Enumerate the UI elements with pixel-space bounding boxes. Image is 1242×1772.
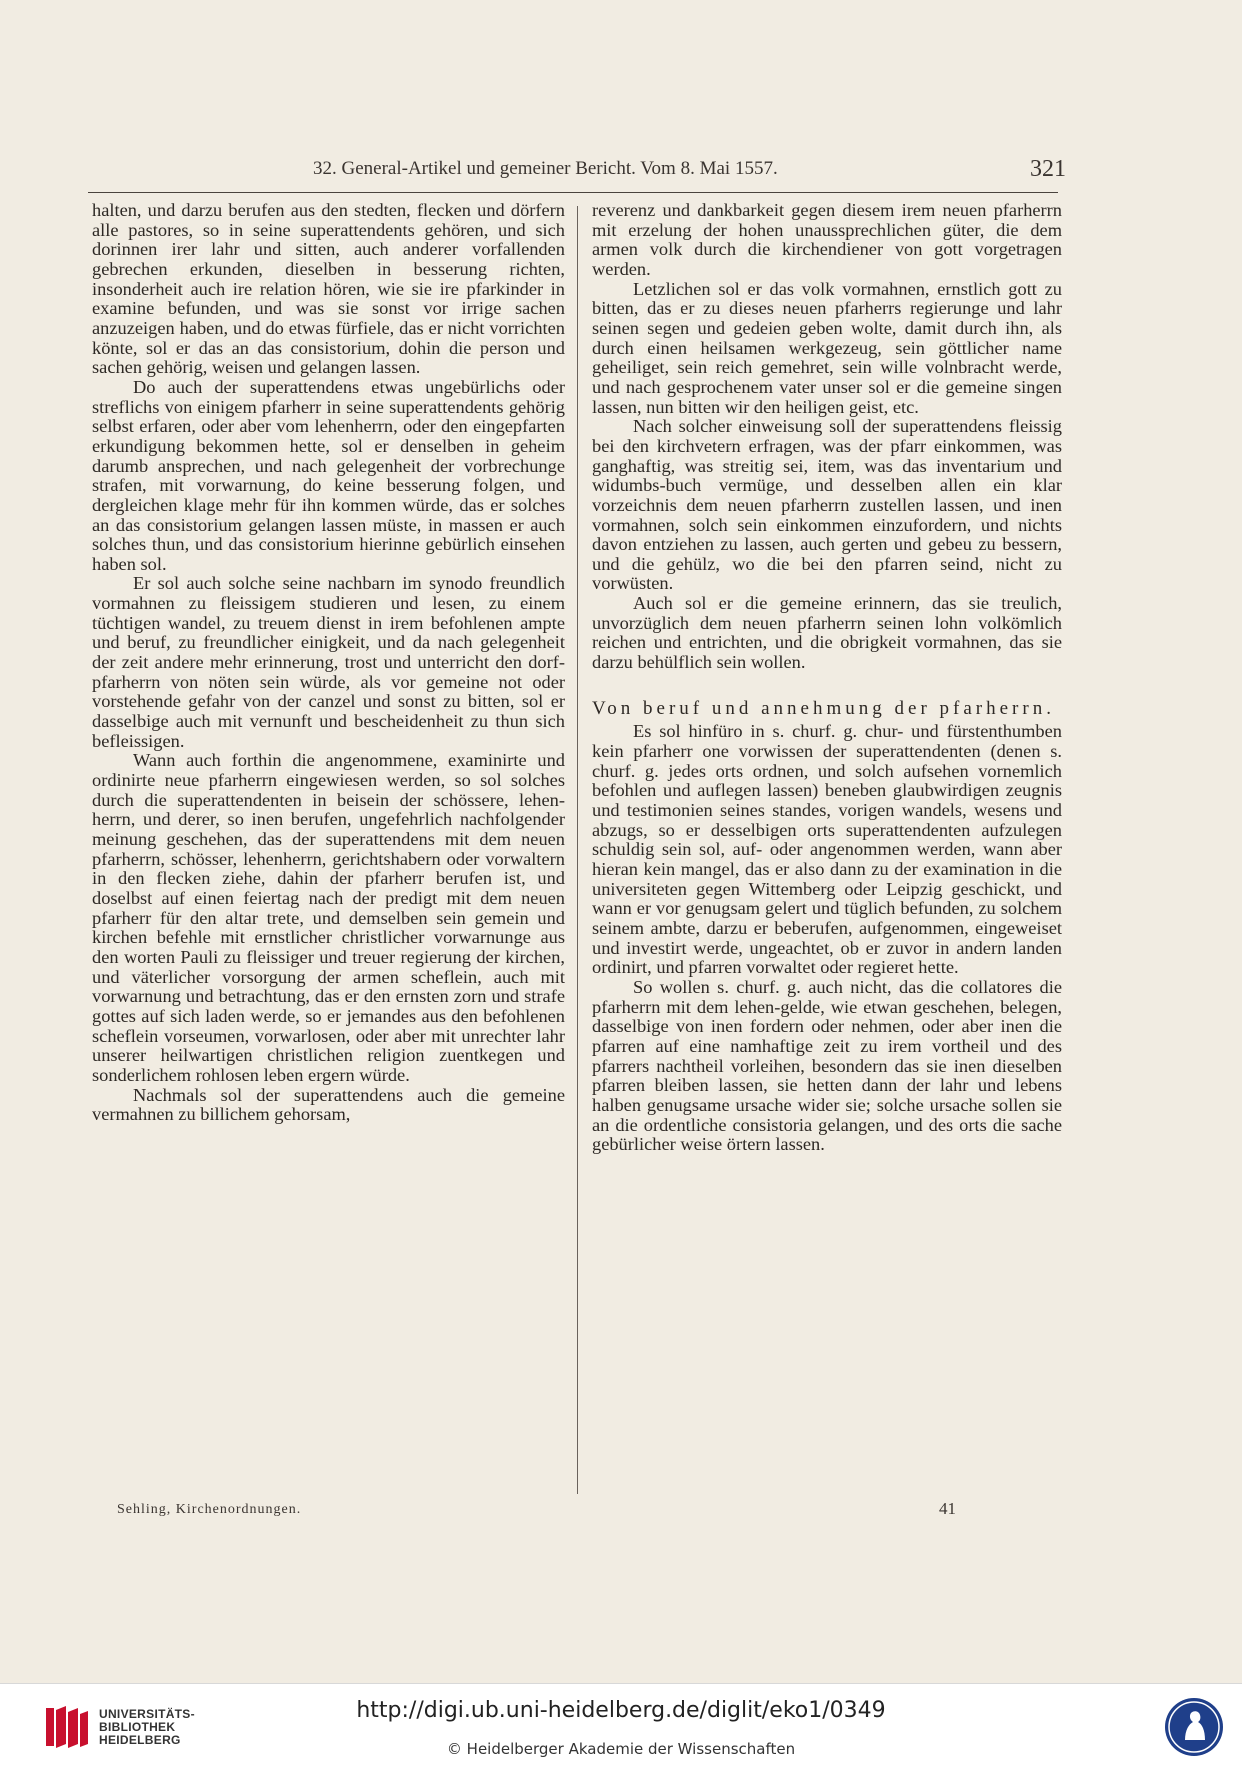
viewer-footer [0, 1683, 1242, 1772]
running-title: 32. General-Artikel und gemeiner Bericht. Vom 8. Mai 1557. [313, 158, 778, 179]
paragraph: halten, und darzu berufen aus den stedten, flecken und dörfern alle pastores, so in seine superattendents gehören, und sich dorinnen irer lahr und sitten, auch anderer vorfallenden gebrechen erkunden, dieselben in besserung richten, insonderheit auch ire relation hören, wie sie ire pfarkinder in examine befunden, und was sie sonst vor irrige sachen anzuzeigen haben, und do etwas fürfiele, das er nicht vorrichten könte, sol er das an das consistorium, dohin die person und sachen gehörig, weisen und gelangen lassen. [92, 200, 565, 378]
paragraph: Wann auch forthin die angenommene, examinirte und ordinirte neue pfarherrn eingewiesen werden, so sol solches durch die superattendenten in beisein der schössere, lehen-herrn, und derer, so inen berufen, ungefehrlich nachfolgender meinung geschehen, das der superattendens mit dem neuen pfarherrn, schösser, lehenherrn, gerichtshabern oder vorwaltern in den flecken ziehe, dahin der pfarherr berufen ist, und doselbst auf einen feiertag nach der predigt mit dem neuen pfarherr für den altar trete, und demselben sein gemein und kirchen befehle mit ernstlicher christlicher vorwarnunge aus den worten Pauli zu fleissiger und treuer regierung der kirchen, und väterlicher vorsorgung der armen scheflein, auch mit vorwarnung und betrachtung, das er den ernsten zorn und strafe gottes auf sich laden werde, so er jemandes aus den befohlenen scheflein vorseumen, vorwarlosen, oder aber mit unrechter lahr unserer heilwartigen christlichen religion zuentkegen und sonderlichem rohlosen leben ergern würde. [92, 750, 565, 1085]
paragraph: Auch sol er die gemeine erinnern, das sie treulich, unvorzüglich dem neuen pfarherrn seinen lohn volkömlich reichen und entrichten, und die obrigkeit vormahnen, das sie darzu behülflich sein wollen. [592, 593, 1062, 673]
library-name-line: HEIDELBERG [99, 1733, 181, 1747]
paragraph: Nach solcher einweisung soll der superattendens fleissig bei den kirchvetern erfragen, was der pfarr einkommen, was ganghaftig, was streitig sei, item, was das inventarium und widumbs-buch vermüge, und desselben allen ein klar vorzeichnis dem neuen pfarherrn zustellen lassen, und inen vormahnen, solch sein einkommen einzufordern, und nichts davon entziehen zu lassen, auch gerten und gebeu zu bessern, und die gehülz, wo die bei den pfarren seind, nicht zu vorwüsten. [592, 416, 1062, 594]
paragraph: reverenz und dankbarkeit gegen diesem irem neuen pfarherrn mit erzelung der hohen unaussprechlichen güter, die dem armen volk durch die kirchendiener von gott vorgetragen werden. [592, 200, 1062, 279]
right-column [592, 201, 1062, 1155]
library-name-line: BIBLIOTHEK [99, 1720, 176, 1734]
library-name-line: UNIVERSITÄTS- [99, 1707, 195, 1721]
paragraph: Letzlichen sol er das volk vormahnen, ernstlich gott zu bitten, das er zu dieses neuen pfarherrs regierunge und lahr seinen segen und gedeien geben wolte, damit durch ihn, als durch einen heilsamen werkgezeug, sein göttlicher name geheiliget, sein reich gemehret, sein wille volnbracht werde, und nach gesprochenem vater unser sol er die gemeine singen lassen, nun bitten wir den heiligen geist, etc. [592, 278, 1062, 417]
paragraph: Er sol auch solche seine nachbarn im synodo freundlich vormahnen zu fleissigem studieren und lesen, zu einem tüchtigen wandel, zu treuem dienst in irem befohlenen ampte und beruf, zu freundlicher einigkeit, und da nach gelegenheit der zeit andere mehr erinnerung, trost und unterricht den dorf-pfarherrn von nöten sein würde, als vor gemeine not oder vorstehende gefahr von der canzel und sonst zu bitten, sol er dasselbige auch mit vernunft und bescheidenheit zu thun sich befleissigen. [92, 573, 565, 751]
paragraph: So wollen s. churf. g. auch nicht, das die collatores die pfarherrn mit dem lehen-gelde, wie etwan geschehen, belegen, dasselbige von inen fordern oder nehmen, oder aber inen die pfarren auf eine namhaftige zeit zu irem vortheil und des pfarrers nachtheil vorleihen, besondern das sie inen dieselben pfarren bleiben lassen, sie hetten dann der lahr und lebens halben genugsame ursache wider sie; solche ursache sollen sie an die ordentliche consistoria gelangen, und des orts die sache gebürlicher weise örtern lassen. [592, 976, 1062, 1155]
permalink[interactable]: http://digi.ub.uni-heidelberg.de/diglit/eko1/0349 [356, 1698, 886, 1723]
paragraph: Es sol hinfüro in s. churf. g. chur- und fürstenthumben kein pfarherr one vorwissen der superattendenten (denen s. churf. g. jedes orts ordnen, und solch aufsehen vornemlich befohlen und auflegen lassen) beneben glaubwirdigen zeugnis und testimonien seines standes, vorigen wandels, wesens und abzugs, so er desselbigen orts superattendenten aufzulegen schuldig sein sol, auf- oder angenommen werden, wann aber hieran kein mangel, das er also dann zu der examination in die universiteten gegen Wittemberg oder Leipzig geschickt, und wann er vor genugsam gelert und tüglich befunden, zu solchem seinem ambte, darzu er beberufen, aufgenommen, eingeweiset und investirt werde, ungeachtet, ob er zuvor in andern landen ordinirt, und pfarren vorwaltet oder regieret hette. [592, 721, 1062, 978]
academy-seal-icon [1163, 1696, 1225, 1758]
paragraph: Do auch der superattendens etwas ungebürlichs oder streflichs von einigem pfarherr in seine superattendents gehörig selbst erfaren, oder aber vom lehenherrn, oder den eingepfarten erkundigung bekommen hette, sol er denselben in geheim darumb ansprechen, und nach gelegenheit der vorbrechunge strafen, mit vorwarnung, do keine besserung folgen, und dergleichen klage mehr für ihn kommen würde, das er solches an das consistorium gelangen lassen müste, in massen er auch solches thun, und das consistorium hierinne gebürlich einsehen haben sol. [92, 376, 565, 574]
copyright-notice: © Heidelberger Akademie der Wissenschaften [446, 1740, 796, 1758]
left-column [92, 201, 565, 1125]
signature-line: Sehling, Kirchenordnungen. [117, 1502, 302, 1517]
column-divider [577, 206, 578, 1494]
header-rule [88, 192, 1058, 193]
section-heading: Von beruf und annehmung der pfarherrn. [592, 697, 1055, 719]
paragraph: Nachmals sol der superattendens auch die gemeine vermahnen zu billichem gehorsam, [92, 1084, 565, 1125]
page-number: 321 [1030, 156, 1066, 182]
sheet-number: 41 [939, 1499, 956, 1518]
